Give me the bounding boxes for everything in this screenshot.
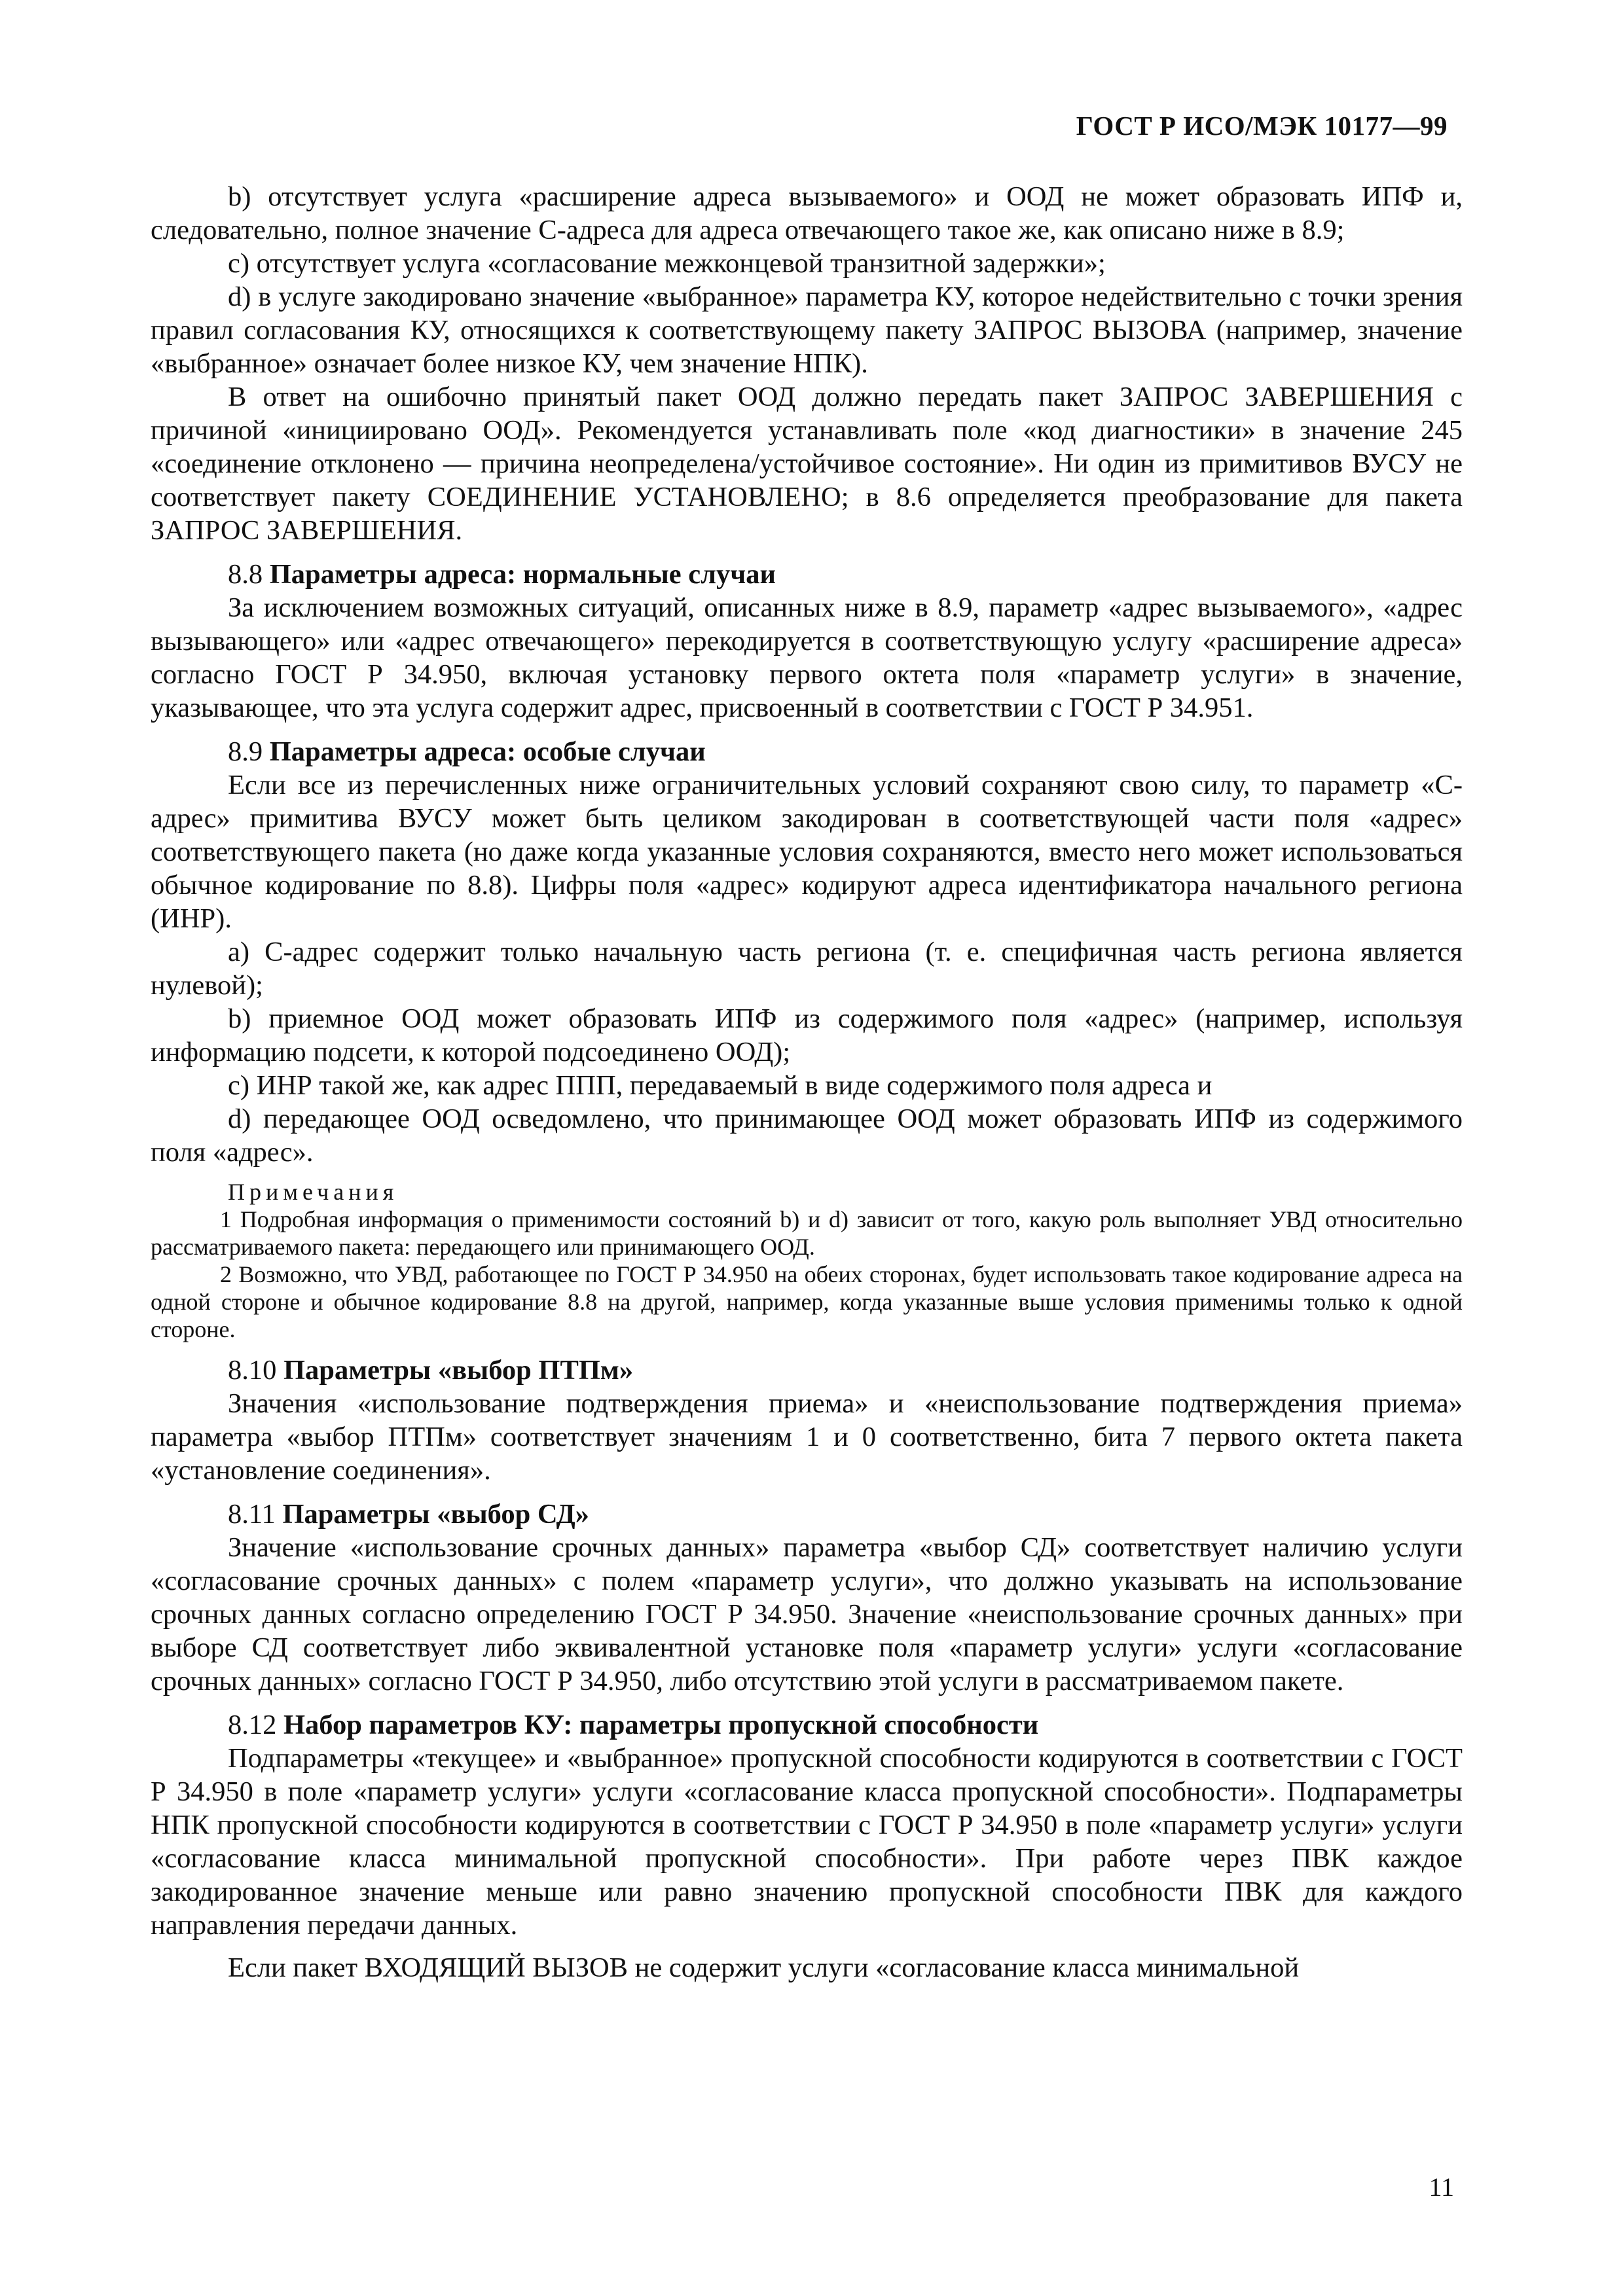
document-body [151,180,1463,1984]
section-number: 8.11 [228,1499,276,1530]
list-item: d) передающее ООД осведомлено, что принимающее ООД может образовать ИПФ из содержимого поля «адрес». [151,1103,1463,1168]
paragraph: В ответ на ошибочно принятый пакет ООД должно передать пакет ЗАПРОС ЗАВЕРШЕНИЯ с причиной «инициировано ООД». Рекомендуется устанавливать поле «код диагностики» в значение 245 «соединение отклонено — причина неопределена/устойчивое состояние». Ни один из примитивов ВУСУ не соответствует пакету СОЕДИНЕНИЕ УСТАНОВЛЕНО; в 8.6 определяется преобразование для пакета ЗАПРОС ЗАВЕРШЕНИЯ. [151,382,1463,546]
document-header: ГОСТ Р ИСО/МЭК 10177—99 [1076,111,1448,141]
section-title: Набор параметров КУ: параметры пропускной способности [283,1710,1039,1740]
section-heading-8-8 [151,558,1463,591]
section-number: 8.9 [228,736,263,767]
section-heading-8-11 [151,1498,1463,1531]
list-item: с) отсутствует услуга «согласование межконцевой транзитной задержки»; [228,248,1106,279]
list-item: d) в услуге закодировано значение «выбранное» параметра КУ, которое недействительно с точки зрения правил согласования КУ, относящихся к соответствующему пакету ЗАПРОС ВЫЗОВА (например, значение «выбранное» означает более низкое КУ, чем значение НПК). [151,281,1463,379]
section-number: 8.10 [228,1355,277,1386]
section-heading-8-9 [151,735,1463,768]
list-item: b) отсутствует услуга «расширение адреса вызываемого» и ООД не может образовать ИПФ и, следовательно, полное значение С-адреса для адреса отвечающего такое же, как описано ниже в 8.9; [151,181,1463,245]
section-title: Параметры «выбор СД» [282,1499,589,1530]
paragraph: Если пакет ВХОДЯЩИЙ ВЫЗОВ не содержит услуги «согласование класса минимальной [228,1952,1300,1983]
section-title: Параметры «выбор ПТПм» [283,1355,634,1386]
list-item: с) ИНР такой же, как адрес ППП, передаваемый в виде содержимого поля адреса и [228,1070,1213,1101]
section-number: 8.8 [228,559,263,590]
note: 2 Возможно, что УВД, работающее по ГОСТ Р 34.950 на обеих сторонах, будет использовать такое кодирование адреса на одной стороне и обычное кодирование 8.8 на другой, например, когда указанные выше условия применимы только к одной стороне. [151,1261,1463,1342]
paragraph: За исключением возможных ситуаций, описанных ниже в 8.9, параметр «адрес вызываемого», «адрес вызывающего» или «адрес отвечающего» перекодируется в соответствующую услугу «расширение адреса» согласно ГОСТ Р 34.950, включая установку первого октета поля «параметр услуги» в значение, указывающее, что эта услуга содержит адрес, присвоенный в соответствии с ГОСТ Р 34.951. [151,592,1463,723]
list-item: b) приемное ООД может образовать ИПФ из содержимого поля «адрес» (например, используя информацию подсети, к которой подсоединено ООД); [151,1003,1463,1067]
list-item: а) С-адрес содержит только начальную часть региона (т. е. специфичная часть региона является нулевой); [151,937,1463,1001]
section-heading-8-10 [151,1354,1463,1387]
section-number: 8.12 [228,1710,277,1740]
note: 1 Подробная информация о применимости состояний b) и d) зависит от того, какую роль выполняет УВД относительно рассматриваемого пакета: передающего или принимающего ООД. [151,1206,1463,1260]
page-number: 11 [1429,2172,1454,2202]
notes-title: Примечания [228,1179,399,1205]
section-title: Параметры адреса: нормальные случаи [269,559,776,590]
paragraph: Значения «использование подтверждения приема» и «неиспользование подтверждения приема» параметра «выбор ПТПм» соответствует значениям 1 и 0 соответственно, бита 7 первого октета пакета «установление соединения». [151,1388,1463,1486]
paragraph: Если все из перечисленных ниже ограничительных условий сохраняют свою силу, то параметр «С-адрес» примитива ВУСУ может быть целиком закодирован в соответствующей части поля «адрес» соответствующего пакета (но даже когда указанные условия сохраняются, вместо него может использоваться обычное кодирование по 8.8). Цифры поля «адрес» кодируют адреса идентификатора начального региона (ИНР). [151,770,1463,934]
paragraph: Подпараметры «текущее» и «выбранное» пропускной способности кодируются в соответствии с ГОСТ Р 34.950 в поле «параметр услуги» услуги «согласование класса пропускной способности». Подпараметры НПК пропускной способности кодируются в соответствии с ГОСТ Р 34.950 в поле «параметр услуги» услуги «согласование класса минимальной пропускной способности». При работе через ПВК каждое закодированное значение меньше или равно значению пропускной способности ПВК для каждого направления передачи данных. [151,1743,1463,1941]
paragraph: Значение «использование срочных данных» параметра «выбор СД» соответствует наличию услуги «согласование срочных данных» с полем «параметр услуги», что должно указывать на использование срочных данных согласно определению ГОСТ Р 34.950. Значение «неиспользование срочных данных» при выборе СД соответствует либо эквивалентной установке поля «параметр услуги» услуги «согласование срочных данных» согласно ГОСТ Р 34.950, либо отсутствию этой услуги в рассматриваемом пакете. [151,1532,1463,1696]
section-heading-8-12 [151,1708,1463,1742]
section-title: Параметры адреса: особые случаи [269,736,706,767]
